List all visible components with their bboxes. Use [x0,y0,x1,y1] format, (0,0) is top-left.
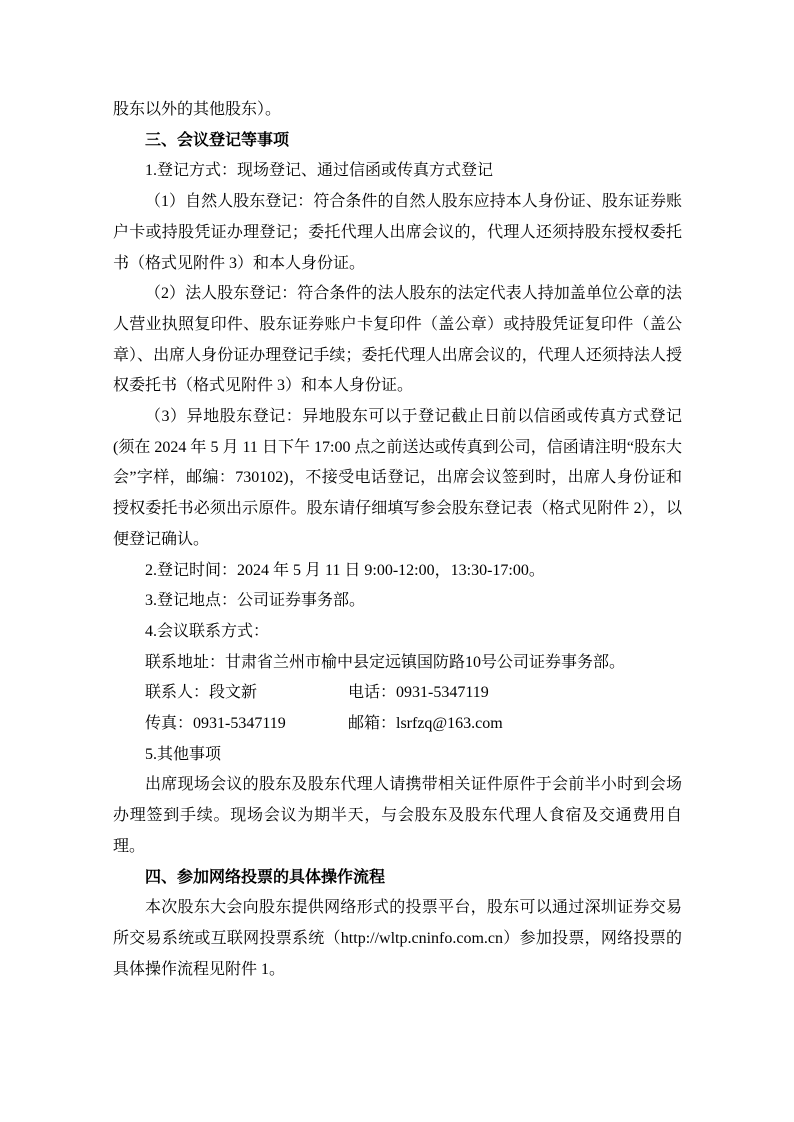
contact-row-fax-email [113,709,682,740]
contact-fax: 传真：0931-5347119 [145,715,286,733]
contact-phone: 电话：0931-5347119 [348,684,489,702]
contact-person: 联系人：段文新 [145,684,258,702]
paragraph-registration-method: 1.登记方式：现场登记、通过信函或传真方式登记 [145,162,494,180]
paragraph-remote-shareholder-registration: （3）异地股东登记：异地股东可以于登记截止日前以信函或传真方式登记(须在 2024 年 5 月 11 日下午 17:00 点之前送达或传真到公司，信函请注明“股东大会”字样，邮编：730102)，不接受电话登记，出席会议签到时，出席人身份证和授权委托书必须出示原件。股东请仔细填写参会股东登记表（格式见附件 2），以便登记确认。 [113,408,682,548]
paragraph-online-voting: 本次股东大会向股东提供网络形式的投票平台，股东可以通过深圳证券交易所交易系统或互联网投票系统（http://wltp.cninfo.com.cn）参加投票，网络投票的具体操作流程见附件 1。 [113,899,682,978]
paragraph-other-matters-heading: 5.其他事项 [145,745,222,763]
paragraph-registration-place: 3.登记地点：公司证券事务部。 [145,592,366,610]
contact-row-person-phone [113,678,682,709]
paragraph-natural-person-registration: （1）自然人股东登记：符合条件的自然人股东应持本人身份证、股东证券账户卡或持股凭证办理登记；委托代理人出席会议的，代理人还须持股东授权委托书（格式见附件 3）和本人身份证。 [113,193,682,272]
paragraph-contact-method-heading: 4.会议联系方式： [145,622,270,640]
paragraph-registration-time: 2.登记时间：2024 年 5 月 11 日 9:00-12:00，13:30-17:00。 [145,561,545,579]
section-heading-online-voting: 四、参加网络投票的具体操作流程 [145,868,386,886]
contact-email: 邮箱：lsrfzq@163.com [348,715,503,733]
section-heading-registration: 三、会议登记等事项 [145,131,290,149]
paragraph-legal-person-registration: （2）法人股东登记：符合条件的法人股东的法定代表人持加盖单位公章的法人营业执照复印件、股东证券账户卡复印件（盖公章）或持股凭证复印件（盖公章）、出席人身份证办理登记手续；委托代理人出席会议的，代理人还须持法人授权委托书（格式见附件 3）和本人身份证。 [113,285,682,395]
paragraph-continuation: 股东以外的其他股东）。 [113,101,282,118]
paragraph-other-matters: 出席现场会议的股东及股东代理人请携带相关证件原件于会前半小时到会场办理签到手续。现场会议为期半天，与会股东及股东代理人食宿及交通费用自理。 [113,776,682,855]
paragraph-contact-address: 联系地址：甘肃省兰州市榆中县定远镇国防路10号公司证券事务部。 [145,653,626,671]
